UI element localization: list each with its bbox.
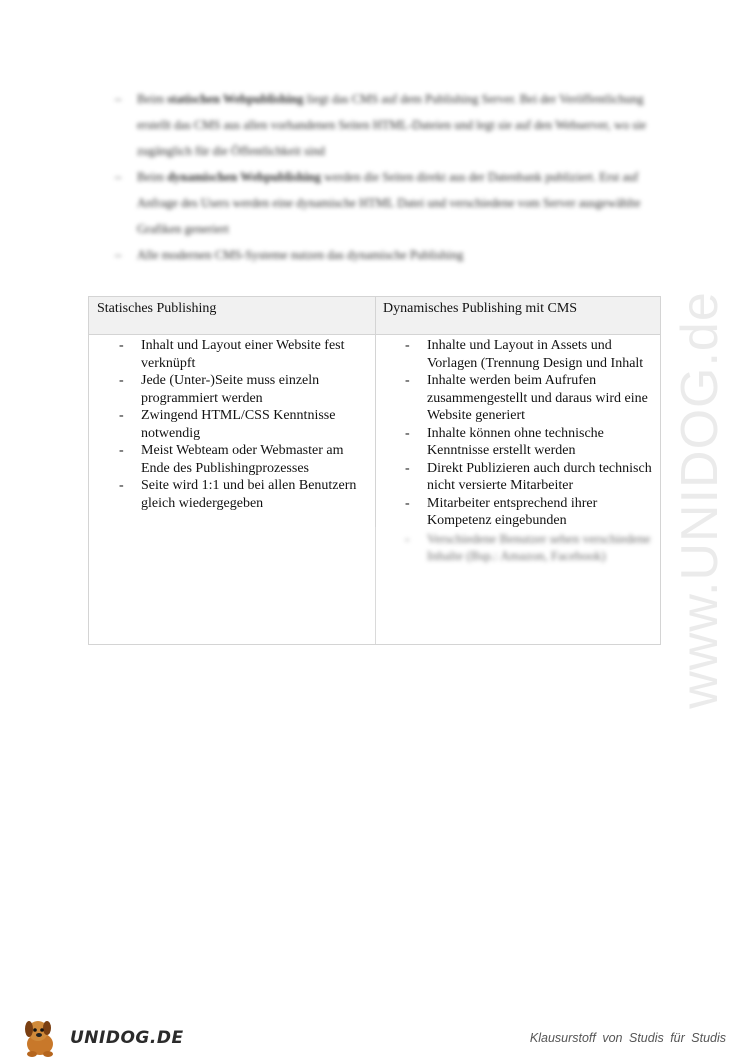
static-publishing-list — [115, 337, 365, 512]
intro-bullet-static: – Beim statischen Webpublishing liegt das CMS auf dem Publishing Server. Bei der Veröffentlichung erstellt das CMS aus allen vorhandenen Seiten HTML-Dateien und legt sie auf den Webserver, wo sie zugänglich für die Öffentlichkeit sind — [115, 86, 655, 164]
list-item: - Inhalte können ohne technische Kenntnisse erstellt werden — [401, 425, 656, 460]
list-item: - Direkt Publizieren auch durch technisch nicht versierte Mitarbeiter — [401, 460, 656, 495]
list-item: - Seite wird 1:1 und bei allen Benutzern gleich wiedergegeben — [115, 477, 365, 512]
list-item: - Jede (Unter-)Seite muss einzeln programmiert werden — [115, 372, 365, 407]
comparison-table — [88, 296, 661, 645]
header-dynamic-publishing: Dynamisches Publishing mit CMS — [383, 301, 578, 316]
list-item: - Inhalte und Layout in Assets und Vorlagen (Trennung Design und Inhalt — [401, 337, 656, 372]
list-item: - Verschiedene Benutzer sehen verschiedene Inhalte (Bsp.: Amazon, Facebook) — [401, 530, 656, 565]
dog-icon — [18, 1018, 64, 1058]
list-item: - Meist Webteam oder Webmaster am Ende des Publishingprozesses — [115, 442, 365, 477]
list-item: - Inhalte werden beim Aufrufen zusammengestellt und daraus wird eine Website generiert — [401, 372, 656, 425]
footer-tagline: Klausurstoff von Studis für Studis — [529, 1031, 726, 1045]
intro-bullet-modern: – Alle modernen CMS-Systeme nutzen das dynamische Publishing — [115, 242, 655, 268]
header-static-publishing: Statisches Publishing — [97, 301, 217, 316]
unidog-logo — [18, 1018, 184, 1058]
dynamic-publishing-list — [401, 337, 656, 565]
list-item: - Inhalt und Layout einer Website fest verknüpft — [115, 337, 365, 372]
watermark-text: www.UNIDOG.de — [671, 291, 729, 709]
list-item: - Mitarbeiter entsprechend ihrer Kompetenz eingebunden — [401, 495, 656, 530]
list-item: - Zwingend HTML/CSS Kenntnisse notwendig — [115, 407, 365, 442]
logo-wordmark: UNIDOG.DE — [70, 1028, 184, 1048]
column-divider — [375, 297, 376, 644]
intro-bullet-dynamic: – Beim dynamischen Webpublishing werden die Seiten direkt aus der Datenbank publiziert. Erst auf Anfrage des Users werden eine dynamische HTML Datei und verschiedene vom Server ausgewählte Grafiken generiert — [115, 164, 655, 242]
intro-bullet-list — [115, 86, 655, 268]
